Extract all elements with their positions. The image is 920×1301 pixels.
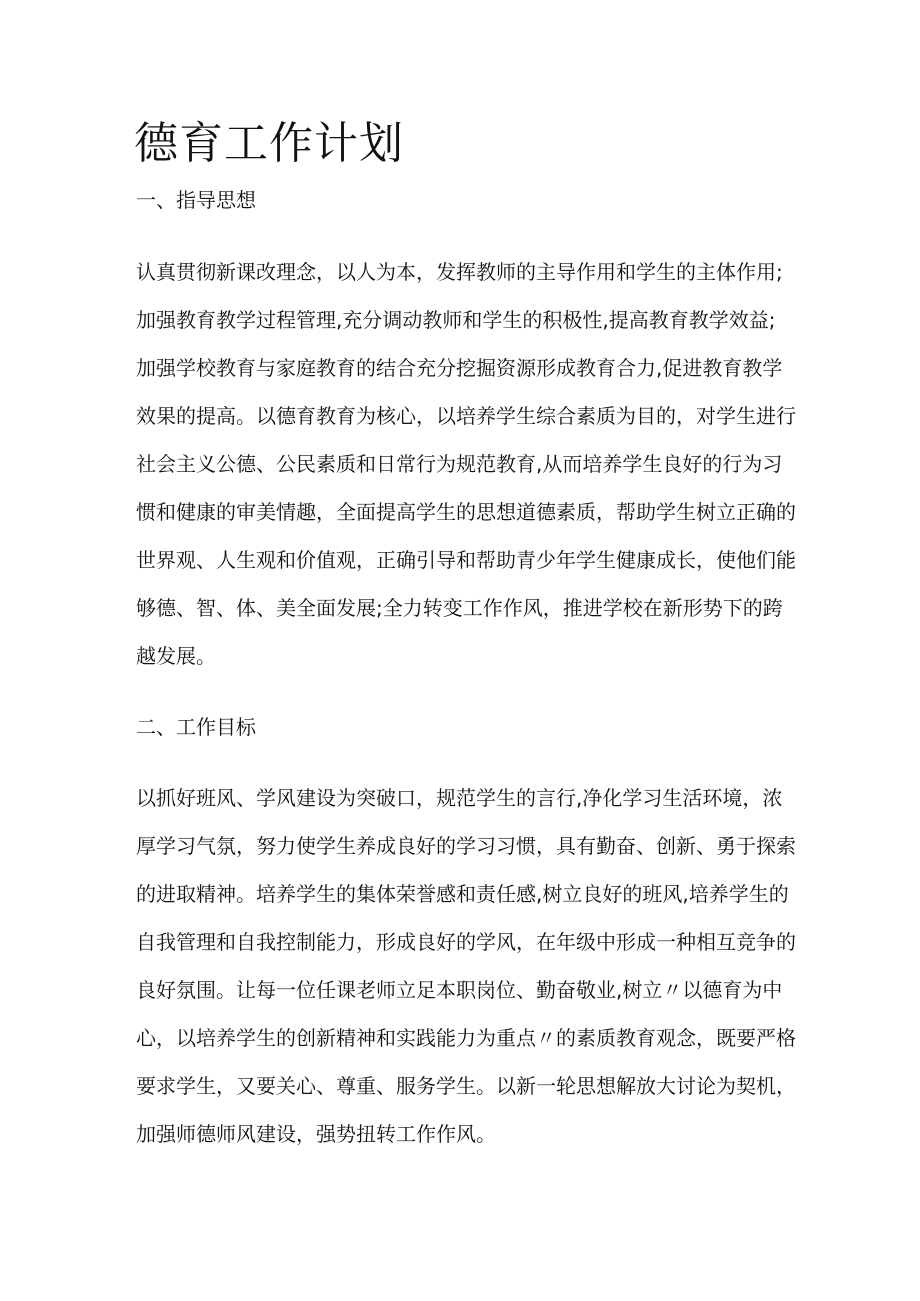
paragraph-line: 加强学校教育与家庭教育的结合充分挖掘资源形成教育合力,促进教育教学 — [136, 356, 783, 380]
paragraph-line: 世界观、人生观和价值观，正确引导和帮助青少年学生健康成长，使他们能 — [136, 548, 796, 572]
section-heading-guiding-ideology: 一、指导思想 — [136, 188, 256, 212]
paragraph-line: 效果的提高。以德育教育为核心，以培养学生综合素质为目的，对学生进行 — [136, 404, 796, 428]
paragraph-line: 够德、智、体、美全面发展;全力转变工作作风，推进学校在新形势下的跨 — [136, 596, 783, 620]
document-title: 德育工作计划 — [134, 118, 404, 169]
paragraph-line: 自我管理和自我控制能力，形成良好的学风，在年级中形成一种相互竞争的 — [136, 930, 796, 954]
paragraph-line: 厚学习气氛，努力使学生养成良好的学习习惯，具有勤奋、创新、勇于探索 — [136, 834, 796, 858]
paragraph-line: 加强师德师风建设，强势扭转工作作风。 — [136, 1122, 496, 1146]
paragraph-line: 越发展。 — [136, 644, 216, 668]
paragraph-line: 社会主义公德、公民素质和日常行为规范教育,从而培养学生良好的行为习 — [136, 452, 783, 476]
section-heading-work-goals: 二、工作目标 — [136, 715, 256, 739]
paragraph-line: 心，以培养学生的创新精神和实践能力为重点〃的素质教育观念，既要严格 — [136, 1026, 796, 1050]
paragraph-line: 惯和健康的审美情趣，全面提高学生的思想道德素质，帮助学生树立正确的 — [136, 500, 796, 524]
paragraph-line: 以抓好班风、学风建设为突破口，规范学生的言行,净化学习生活环境，浓 — [136, 786, 783, 810]
paragraph-line: 加强教育教学过程管理,充分调动教师和学生的积极性,提高教育教学效益; — [136, 308, 776, 332]
paragraph-line: 的进取精神。培养学生的集体荣誉感和责任感,树立良好的班风,培养学生的 — [136, 882, 789, 906]
paragraph-line: 要求学生，又要关心、尊重、服务学生。以新一轮思想解放大讨论为契机， — [136, 1074, 796, 1098]
paragraph-line: 良好氛围。让每一位任课老师立足本职岗位、勤奋敬业,树立〃以德育为中 — [136, 978, 783, 1002]
paragraph-line: 认真贯彻新课改理念，以人为本，发挥教师的主导作用和学生的主体作用; — [136, 260, 783, 284]
